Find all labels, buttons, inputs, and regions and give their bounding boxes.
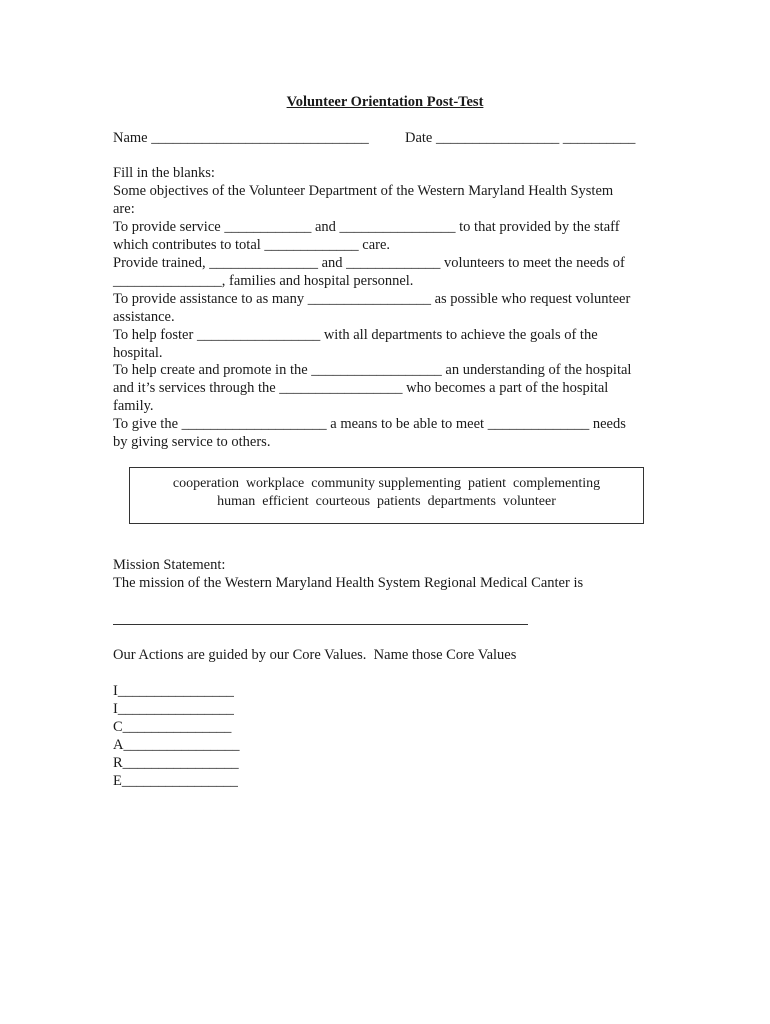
- fill-blanks-line: assistance.: [113, 309, 175, 325]
- core-value-item[interactable]: I________________: [113, 683, 234, 699]
- fill-blanks-line[interactable]: and it’s services through the _________________ who becomes a part of the hospital: [113, 380, 609, 396]
- fill-blanks-line: family.: [113, 398, 154, 414]
- name-field[interactable]: Name ______________________________: [113, 130, 369, 146]
- fill-blanks-line: hospital.: [113, 345, 163, 361]
- core-value-item[interactable]: R________________: [113, 755, 239, 771]
- fill-blanks-line[interactable]: To help create and promote in the __________________ an understanding of the hospital: [113, 362, 632, 378]
- mission-heading: Mission Statement:: [113, 557, 226, 573]
- fill-blanks-line: by giving service to others.: [113, 434, 271, 450]
- fill-blanks-line[interactable]: To help foster _________________ with all departments to achieve the goals of the: [113, 327, 598, 343]
- core-value-item[interactable]: E________________: [113, 773, 238, 789]
- word-bank-line: human efficient courteous patients departments volunteer: [217, 494, 556, 509]
- core-value-item[interactable]: A________________: [113, 737, 240, 753]
- core-value-item[interactable]: C_______________: [113, 719, 232, 735]
- word-bank-box: [129, 467, 644, 524]
- core-values-prompt: Our Actions are guided by our Core Values. Name those Core Values: [113, 647, 517, 663]
- core-value-item[interactable]: I________________: [113, 701, 234, 717]
- word-bank-line: cooperation workplace community supplementing patient complementing: [172, 476, 601, 491]
- date-field[interactable]: Date _________________ __________: [405, 130, 636, 146]
- fill-blanks-line: are:: [113, 201, 135, 217]
- fill-blanks-line[interactable]: which contributes to total _____________ care.: [113, 237, 391, 253]
- fill-blanks-line[interactable]: To provide service ____________ and ________________ to that provided by the staff: [113, 219, 620, 235]
- page-title: Volunteer Orientation Post-Test: [286, 94, 484, 110]
- fill-blanks-line[interactable]: Provide trained, _______________ and _____________ volunteers to meet the needs of: [113, 255, 625, 271]
- fill-blanks-heading: Fill in the blanks:: [113, 165, 215, 181]
- fill-blanks-line[interactable]: _______________, families and hospital personnel.: [113, 273, 414, 289]
- fill-blanks-line: Some objectives of the Volunteer Department of the Western Maryland Health System: [113, 183, 614, 199]
- mission-answer-line[interactable]: [113, 624, 528, 625]
- fill-blanks-line[interactable]: To give the ____________________ a means to be able to meet ______________ needs: [113, 416, 626, 432]
- mission-text: The mission of the Western Maryland Health System Regional Medical Canter is: [113, 575, 584, 591]
- fill-blanks-line[interactable]: To provide assistance to as many _________________ as possible who request volunteer: [113, 291, 631, 307]
